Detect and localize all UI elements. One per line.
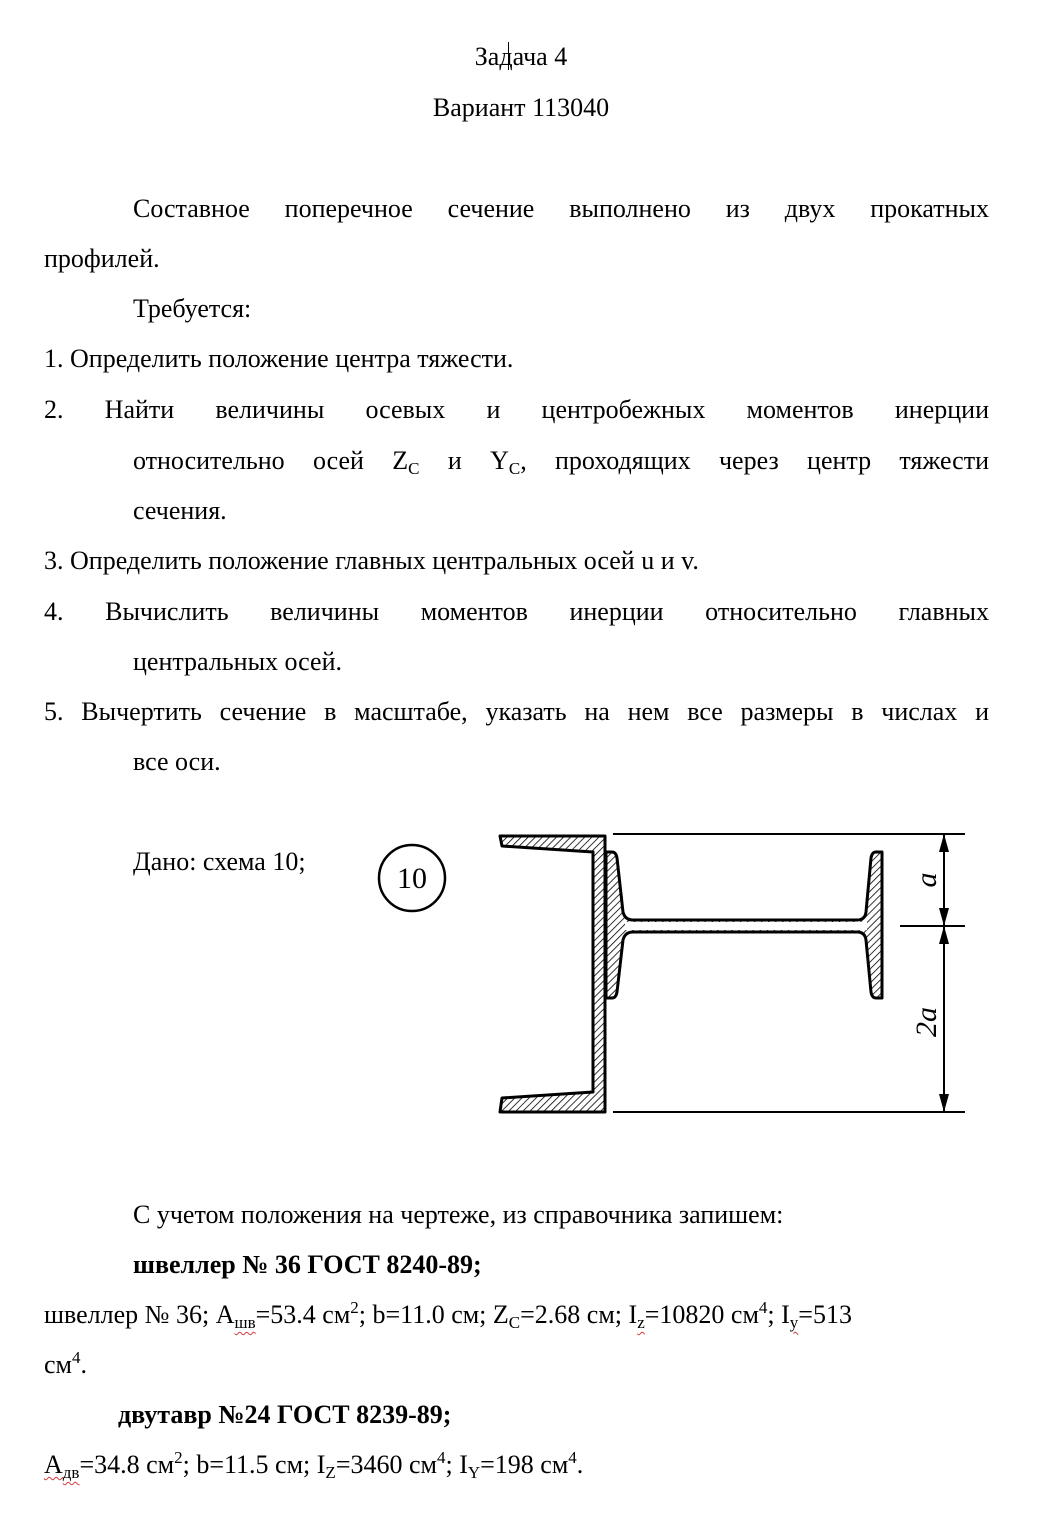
task-item-1: 1. Определить положение центра тяжести. <box>44 344 514 373</box>
task-item-2-line-1: 2. Найти величины осевых и центробежных моментов инерции <box>44 395 989 424</box>
task-item-4-line-1: 4. Вычислить величины моментов инерции относительно главных <box>44 597 989 626</box>
channel-properties-line-2: $см^4$. <box>44 1348 87 1379</box>
arrow-top <box>939 834 949 852</box>
task-item-5-line-2: все оси. <box>133 747 221 776</box>
arrow-a-bottom <box>939 908 949 926</box>
required-label: Требуется: <box>133 294 252 323</box>
intro-line-2: профилей. <box>44 244 160 273</box>
task-title: Задача 4 <box>474 42 568 71</box>
task-item-5-line-1: 5. Вычертить сечение в масштабе, указать на нем все размеры в числах и <box>44 697 989 726</box>
intro-line-1: Составное поперечное сечение выполнено из двух прокатных <box>133 194 989 223</box>
arrow-2a-top <box>939 926 949 944</box>
channel-title: швеллер № 36 ГОСТ 8240-89; <box>133 1250 482 1279</box>
ibeam-web-gap <box>625 922 867 930</box>
task-item-2-line-3: сечения. <box>133 496 227 525</box>
given-label: Дано: схема 10; <box>133 847 306 876</box>
channel-properties: швеллер № 36; $A_{шв}=53.4$ $см^2$; b=11.0 см; $Z_C=2.68$ см; $I_z=10820$ $см^4$; $I_y=513$ <box>44 1298 852 1332</box>
task-item-4-line-2: центральных осей. <box>133 647 342 676</box>
reference-intro: С учетом положения на чертеже, из справочника запишем: <box>133 1200 784 1229</box>
task-item-3: 3. Определить положение главных центральных осей u и v. <box>44 546 699 575</box>
variant-title: Вариант 113040 <box>432 93 610 122</box>
scheme-number: 10 <box>397 862 427 895</box>
channel-profile <box>500 836 605 1112</box>
dimension-label-2a: 2a <box>910 1007 943 1037</box>
dimension-label-a: a <box>910 872 943 888</box>
arrow-bottom <box>939 1094 949 1112</box>
task-item-2-line-2: относительно осей $Z_C$ и $Y_C$, проходящих через центр тяжести <box>133 446 989 478</box>
ibeam-properties: $A_{дв}=34.8$ $см^2$; b=11.5 см; $I_Z=3460$ $см^4$; $I_Y=198$ $см^4$. <box>44 1448 584 1482</box>
ibeam-title: двутавр №24 ГОСТ 8239-89; <box>118 1400 452 1429</box>
